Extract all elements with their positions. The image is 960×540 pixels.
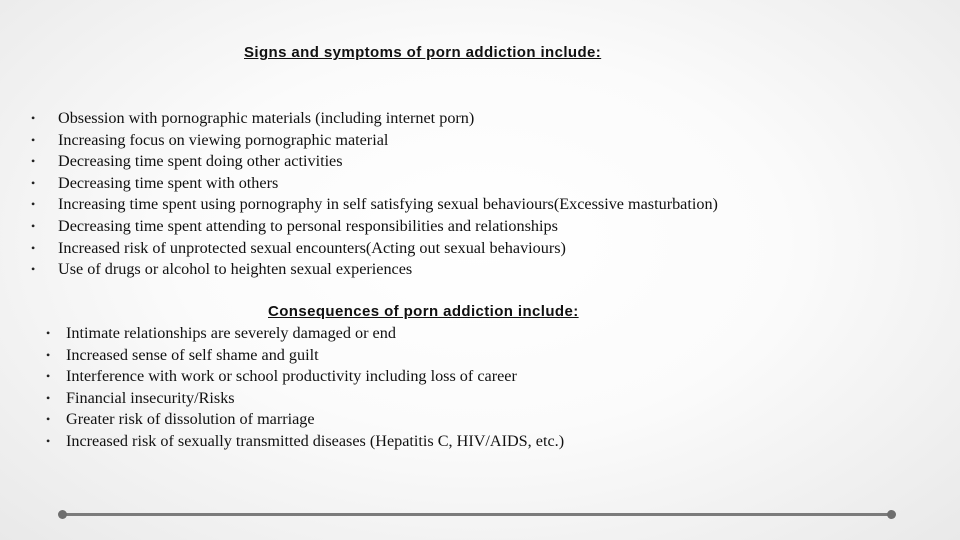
list-item: [31, 173, 718, 195]
consequences-list: [46, 323, 564, 453]
list-item: [31, 194, 718, 216]
list-item-text: Decreasing time spent with others: [58, 173, 279, 192]
list-item-text: Increasing focus on viewing pornographic material: [58, 130, 389, 149]
list-item-text: Intimate relationships are severely damaged or end: [66, 324, 396, 342]
bullet-icon: •: [31, 240, 36, 255]
bullet-icon: •: [46, 433, 51, 448]
list-item: [31, 130, 718, 152]
list-item: [46, 345, 564, 367]
rule-end-dot-icon: [58, 510, 67, 519]
bullet-icon: •: [31, 197, 36, 212]
list-item: [31, 108, 718, 130]
footer-rule: [62, 513, 892, 516]
list-item: [31, 238, 718, 260]
list-item-text: Increased sense of self shame and guilt: [66, 345, 319, 364]
bullet-icon: •: [31, 132, 36, 147]
bullet-icon: •: [31, 218, 36, 233]
list-item-text: Obsession with pornographic materials (including internet porn): [58, 109, 475, 127]
bullet-icon: •: [46, 369, 51, 384]
list-item-text: Greater risk of dissolution of marriage: [66, 410, 315, 429]
list-item-text: Interference with work or school productivity including loss of career: [66, 367, 517, 386]
list-item-text: Increased risk of sexually transmitted diseases (Hepatitis C, HIV/AIDS, etc.): [66, 431, 565, 450]
list-item: [46, 388, 564, 410]
consequences-heading: Consequences of porn addiction include:: [268, 303, 579, 320]
list-item-text: Increased risk of unprotected sexual encounters(Acting out sexual behaviours): [58, 238, 566, 257]
list-item: [46, 431, 564, 453]
bullet-icon: •: [31, 262, 36, 277]
bullet-icon: •: [31, 175, 36, 190]
bullet-icon: •: [31, 111, 36, 125]
bullet-icon: •: [46, 390, 51, 405]
list-item-text: Increasing time spent using pornography in self satisfying sexual behaviours(Excessive masturbation): [58, 195, 718, 214]
bullet-icon: •: [31, 154, 36, 169]
bullet-icon: •: [46, 412, 51, 427]
list-item: [46, 409, 564, 431]
list-item-text: Use of drugs or alcohol to heighten sexual experiences: [58, 260, 413, 279]
list-item-text: Decreasing time spent attending to personal responsibilities and relationships: [58, 216, 558, 235]
list-item: [31, 259, 718, 281]
bullet-icon: •: [46, 326, 51, 340]
list-item: [31, 151, 718, 173]
signs-heading: Signs and symptoms of porn addiction include:: [244, 44, 602, 61]
list-item-text: Financial insecurity/Risks: [66, 388, 235, 407]
list-item: [46, 323, 564, 345]
list-item: [31, 216, 718, 238]
signs-list: [31, 108, 718, 281]
list-item-text: Decreasing time spent doing other activities: [58, 152, 343, 171]
rule-end-dot-icon: [887, 510, 896, 519]
bullet-icon: •: [46, 347, 51, 362]
list-item: [46, 366, 564, 388]
